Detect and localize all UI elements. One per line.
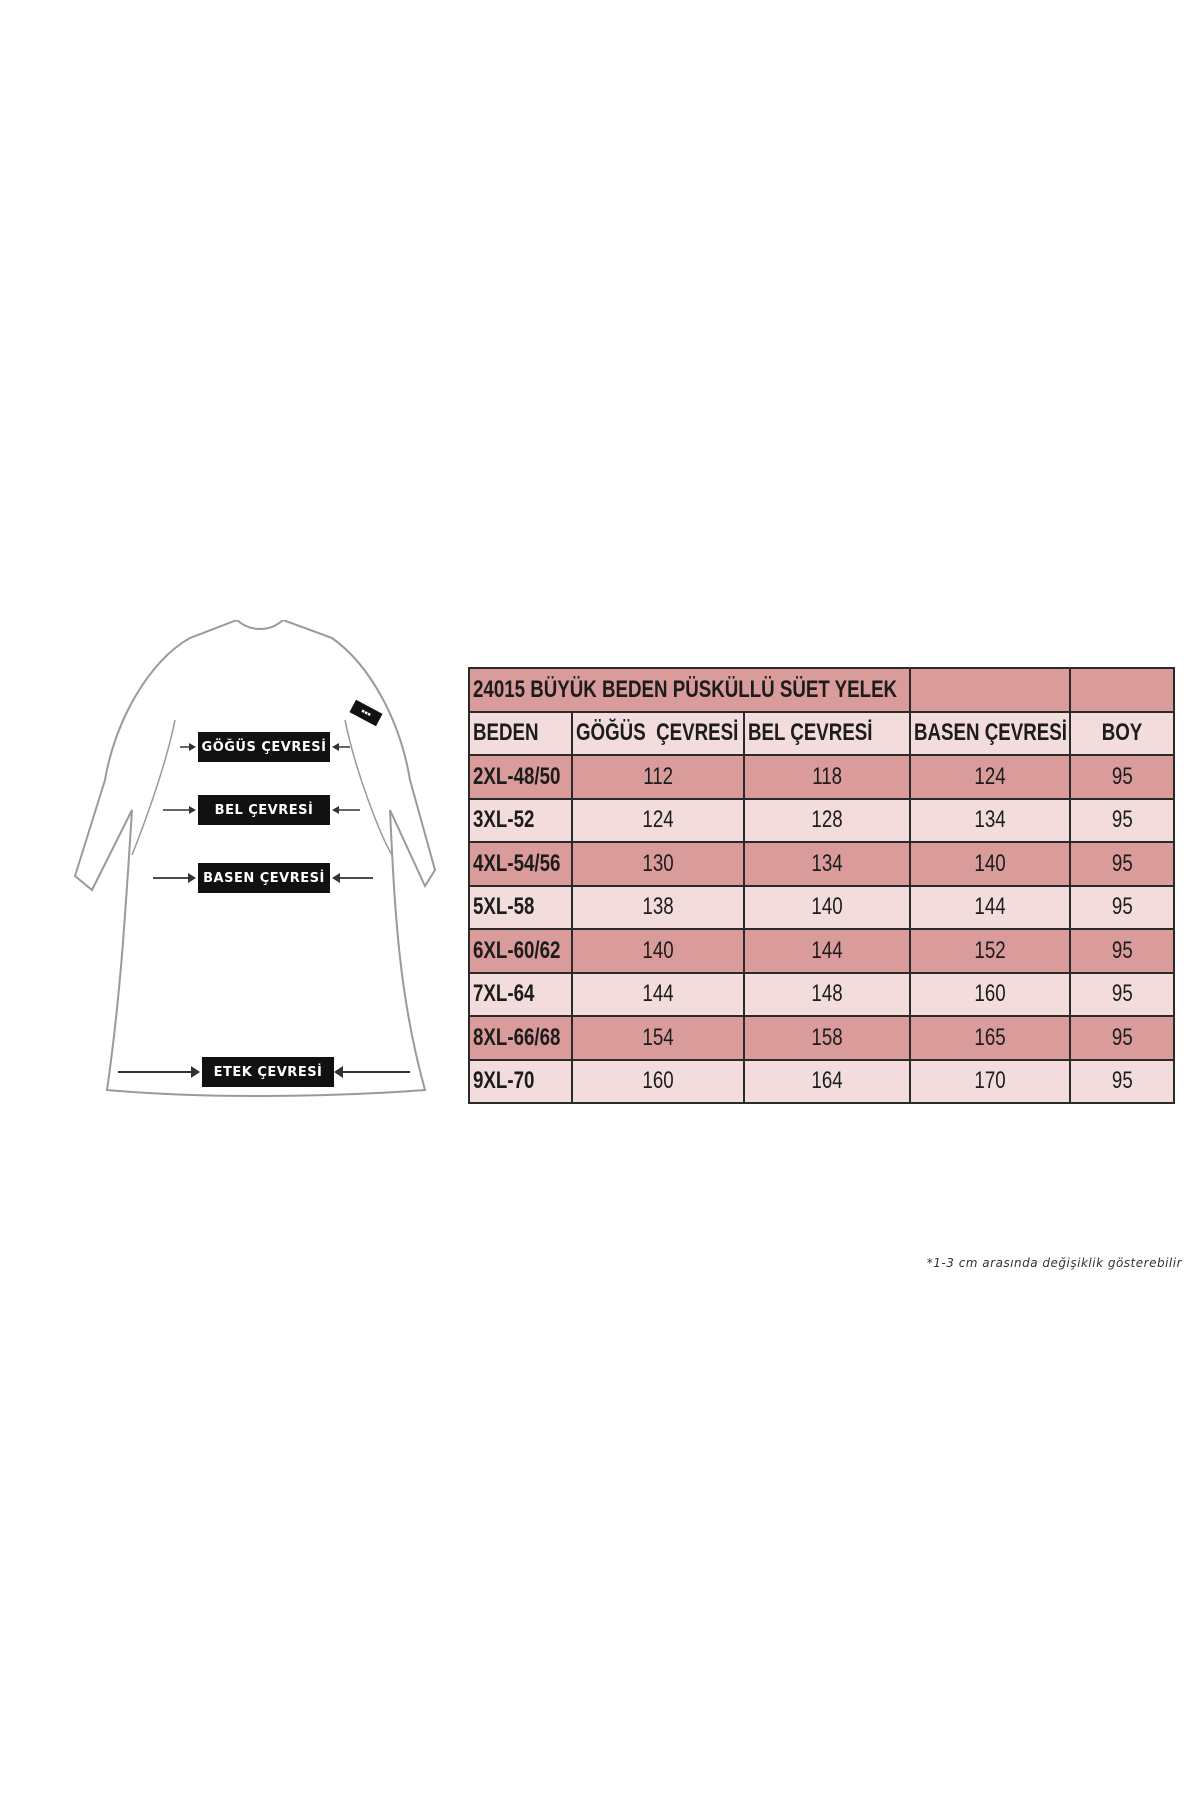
header-cell-chest: GÖĞÜS ÇEVRESİ — [572, 712, 744, 756]
cell-waist: 148 — [744, 973, 910, 1017]
cell-chest: 154 — [572, 1016, 744, 1060]
cell-length: 95 — [1070, 842, 1174, 886]
table-title-empty-cell — [1070, 668, 1174, 712]
cell-size: 2XL-48/50 — [469, 755, 572, 799]
cell-hip: 134 — [910, 799, 1070, 843]
header-cell-waist: BEL ÇEVRESİ — [744, 712, 910, 756]
header-cell-length: BOY — [1070, 712, 1174, 756]
cell-length: 95 — [1070, 1016, 1174, 1060]
header-cell-hip: BASEN ÇEVRESİ — [910, 712, 1070, 756]
cell-chest: 140 — [572, 929, 744, 973]
cell-waist: 128 — [744, 799, 910, 843]
cell-waist: 118 — [744, 755, 910, 799]
cell-hip: 160 — [910, 973, 1070, 1017]
cell-chest: 160 — [572, 1060, 744, 1104]
table-row — [469, 755, 1174, 799]
table-row — [469, 886, 1174, 930]
table-row — [469, 842, 1174, 886]
cell-waist: 164 — [744, 1060, 910, 1104]
garment-tag-icon: ▪▪▪ — [349, 700, 382, 726]
cell-chest: 138 — [572, 886, 744, 930]
cell-size: 3XL-52 — [469, 799, 572, 843]
cell-waist: 134 — [744, 842, 910, 886]
table-title: 24015 BÜYÜK BEDEN PÜSKÜLLÜ SÜET YELEK — [473, 675, 898, 703]
cell-chest: 130 — [572, 842, 744, 886]
cell-length: 95 — [1070, 755, 1174, 799]
table-row — [469, 799, 1174, 843]
cell-length: 95 — [1070, 799, 1174, 843]
table-row — [469, 973, 1174, 1017]
cell-size: 8XL-66/68 — [469, 1016, 572, 1060]
cell-length: 95 — [1070, 929, 1174, 973]
table-title-cell — [469, 668, 910, 712]
table-body — [469, 755, 1174, 1103]
waist-measure-label: BEL ÇEVRESİ — [198, 795, 330, 825]
cell-hip: 152 — [910, 929, 1070, 973]
table-header-row — [469, 712, 1174, 756]
cell-length: 95 — [1070, 1060, 1174, 1104]
table-row — [469, 1016, 1174, 1060]
table-title-row — [469, 668, 1174, 712]
cell-hip: 170 — [910, 1060, 1070, 1104]
garment-shape — [75, 620, 435, 1096]
hip-measure-label: BASEN ÇEVRESİ — [198, 863, 330, 893]
garment-diagram — [70, 620, 440, 1110]
cell-hip: 144 — [910, 886, 1070, 930]
cell-waist: 158 — [744, 1016, 910, 1060]
cell-size: 9XL-70 — [469, 1060, 572, 1104]
cell-hip: 140 — [910, 842, 1070, 886]
cell-size: 5XL-58 — [469, 886, 572, 930]
chest-measure-label: GÖĞÜS ÇEVRESİ — [198, 732, 330, 762]
cell-chest: 124 — [572, 799, 744, 843]
cell-length: 95 — [1070, 886, 1174, 930]
table-title-empty-cell — [910, 668, 1070, 712]
cell-waist: 140 — [744, 886, 910, 930]
table-row — [469, 929, 1174, 973]
header-cell-size: BEDEN — [469, 712, 572, 756]
size-chart-table — [468, 667, 1175, 1104]
cell-chest: 112 — [572, 755, 744, 799]
cell-hip: 124 — [910, 755, 1070, 799]
cell-waist: 144 — [744, 929, 910, 973]
cell-length: 95 — [1070, 973, 1174, 1017]
hem-measure-label: ETEK ÇEVRESİ — [202, 1057, 334, 1087]
cell-size: 4XL-54/56 — [469, 842, 572, 886]
table-row — [469, 1060, 1174, 1104]
cell-size: 7XL-64 — [469, 973, 572, 1017]
footnote: *1-3 cm arasında değişiklik gösterebilir — [926, 1256, 1182, 1270]
cell-chest: 144 — [572, 973, 744, 1017]
cell-size: 6XL-60/62 — [469, 929, 572, 973]
cell-hip: 165 — [910, 1016, 1070, 1060]
